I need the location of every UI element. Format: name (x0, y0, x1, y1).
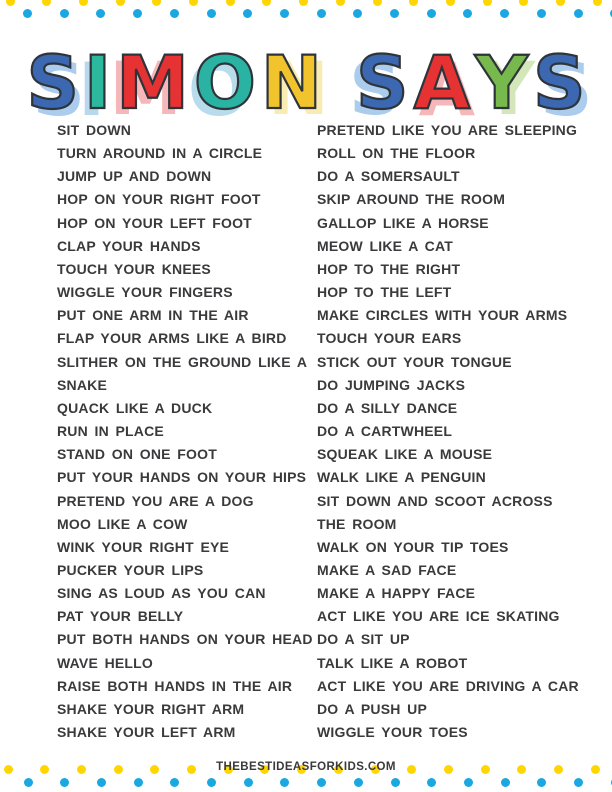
command-line: DO A PUSH UP (317, 700, 427, 717)
border-dot (593, 0, 602, 6)
border-dot (133, 9, 142, 18)
command-line: DO A CARTWHEEL (317, 423, 453, 440)
border-dot (134, 778, 143, 787)
command-line: SHAKE YOUR LEFT ARM (57, 724, 236, 741)
command-list-right (317, 119, 581, 744)
border-dot (226, 0, 235, 6)
border-dot (97, 778, 106, 787)
command-line: MEOW LIKE A CAT (317, 237, 453, 254)
command-line: WIGGLE YOUR TOES (317, 724, 468, 741)
border-dot (60, 778, 69, 787)
command-line: HOP TO THE RIGHT (317, 260, 461, 277)
command-line: SHAKE YOUR RIGHT ARM (57, 700, 245, 717)
command-line: SIT DOWN (57, 122, 132, 138)
command-list-left (57, 119, 313, 744)
command-line: TOUCH YOUR EARS (317, 330, 462, 347)
command-line: WAVE HELLO (57, 654, 154, 671)
border-dot (280, 9, 289, 18)
border-dot (354, 778, 363, 787)
command-line: HOP ON YOUR LEFT FOOT (57, 214, 252, 231)
command-line: SKIP AROUND THE ROOM (317, 191, 506, 208)
border-dot (390, 9, 399, 18)
command-line: DO JUMPING JACKS (317, 376, 466, 393)
border-dot (464, 778, 473, 787)
border-dot (427, 778, 436, 787)
border-dot (244, 778, 253, 787)
website-url: THEBESTIDEASFORKIDS.COM (216, 761, 396, 773)
command-line: TOUCH YOUR KNEES (57, 260, 211, 277)
border-dot (170, 778, 179, 787)
border-dot (207, 9, 216, 18)
border-dot (409, 0, 418, 6)
border-dot (556, 0, 565, 6)
command-line: PUCKER YOUR LIPS (57, 561, 204, 578)
title-letter: S (26, 41, 80, 127)
title-word (26, 41, 323, 127)
border-dot (427, 9, 436, 18)
command-line: DO A SILLY DANCE (317, 399, 458, 416)
border-dot (262, 0, 271, 6)
command-line: RAISE BOTH HANDS IN THE AIR (57, 677, 293, 694)
command-line: TALK LIKE A ROBOT (317, 654, 468, 671)
border-dot (96, 9, 105, 18)
border-dot (353, 9, 362, 18)
border-dot (463, 9, 472, 18)
command-line: HOP TO THE LEFT (317, 284, 452, 301)
command-line: PUT YOUR HANDS ON YOUR HIPS (57, 469, 307, 486)
border-dot (24, 778, 33, 787)
command-line: ROLL ON THE FLOOR (317, 145, 476, 162)
border-dot (373, 0, 382, 6)
title-letter: A (413, 41, 471, 127)
border-dot (152, 0, 161, 6)
border-dot (483, 0, 492, 6)
border-dot (574, 778, 583, 787)
border-dot (299, 0, 308, 6)
command-line: ACT LIKE YOU ARE DRIVING A CAR (317, 677, 579, 694)
command-line: GALLOP LIKE A HORSE (317, 214, 489, 231)
title-letter: S (532, 41, 586, 127)
title-letter: I (84, 41, 112, 127)
border-dot (42, 0, 51, 6)
border-dot (574, 9, 583, 18)
border-dot (207, 778, 216, 787)
command-line: WALK ON YOUR TIP TOES (317, 538, 509, 555)
command-line: PAT YOUR BELLY (57, 608, 184, 625)
border-dot (23, 9, 32, 18)
command-line: SING AS LOUD AS YOU CAN (57, 585, 266, 602)
command-line: QUACK LIKE A DUCK (57, 399, 213, 416)
title-letter: M (116, 41, 189, 127)
command-line: CLAP YOUR HANDS (57, 237, 201, 254)
command-line: JUMP UP AND DOWN (57, 168, 212, 185)
border-dot (79, 0, 88, 6)
command-line: DO A SIT UP (317, 631, 410, 648)
border-dot (446, 0, 455, 6)
command-line: WALK LIKE A PENGUIN (317, 469, 486, 486)
border-dot (243, 9, 252, 18)
border-dot (391, 778, 400, 787)
title-letter: N (260, 41, 323, 127)
border-dot (170, 9, 179, 18)
command-line: STICK OUT YOUR TONGUE (317, 353, 512, 370)
command-line: THE ROOM (317, 515, 397, 532)
title-word (356, 41, 586, 127)
border-dot (6, 0, 15, 6)
command-line: PRETEND LIKE YOU ARE SLEEPING (317, 122, 578, 138)
command-line: TURN AROUND IN A CIRCLE (57, 145, 263, 162)
command-line: PUT ONE ARM IN THE AIR (57, 307, 249, 324)
command-line: RUN IN PLACE (57, 423, 164, 440)
border-dot (317, 9, 326, 18)
border-dot (116, 0, 125, 6)
page-title (0, 41, 612, 127)
command-line: PRETEND YOU ARE A DOG (57, 492, 254, 509)
command-line: SLITHER ON THE GROUND LIKE A (57, 353, 308, 370)
command-line: HOP ON YOUR RIGHT FOOT (57, 191, 261, 208)
border-dot (189, 0, 198, 6)
border-dot (501, 778, 510, 787)
command-line: PUT BOTH HANDS ON YOUR HEAD (57, 631, 313, 648)
command-line: STAND ON ONE FOOT (57, 446, 217, 463)
command-line: WIGGLE YOUR FINGERS (57, 284, 233, 301)
border-dot (60, 9, 69, 18)
command-line: MAKE A SAD FACE (317, 561, 457, 578)
border-dot (537, 9, 546, 18)
command-line: MOO LIKE A COW (57, 515, 188, 532)
command-line: MAKE CIRCLES WITH YOUR ARMS (317, 307, 568, 324)
title-letter: Y (475, 41, 528, 127)
title-letter: S (356, 41, 409, 127)
command-line: MAKE A HAPPY FACE (317, 585, 476, 602)
command-line: SQUEAK LIKE A MOUSE (317, 446, 493, 463)
command-line: DO A SOMERSAULT (317, 168, 460, 185)
command-line: FLAP YOUR ARMS LIKE A BIRD (57, 330, 287, 347)
command-line: WINK YOUR RIGHT EYE (57, 538, 230, 555)
command-line: ACT LIKE YOU ARE ICE SKATING (317, 608, 560, 625)
command-line: SNAKE (57, 376, 108, 393)
border-dot (336, 0, 345, 6)
border-dot (500, 9, 509, 18)
command-line: SIT DOWN AND SCOOT ACROSS (317, 492, 553, 509)
title-letter: O (193, 41, 256, 127)
border-dot (537, 778, 546, 787)
border-dot (519, 0, 528, 6)
border-dot (280, 778, 289, 787)
border-dot (317, 778, 326, 787)
